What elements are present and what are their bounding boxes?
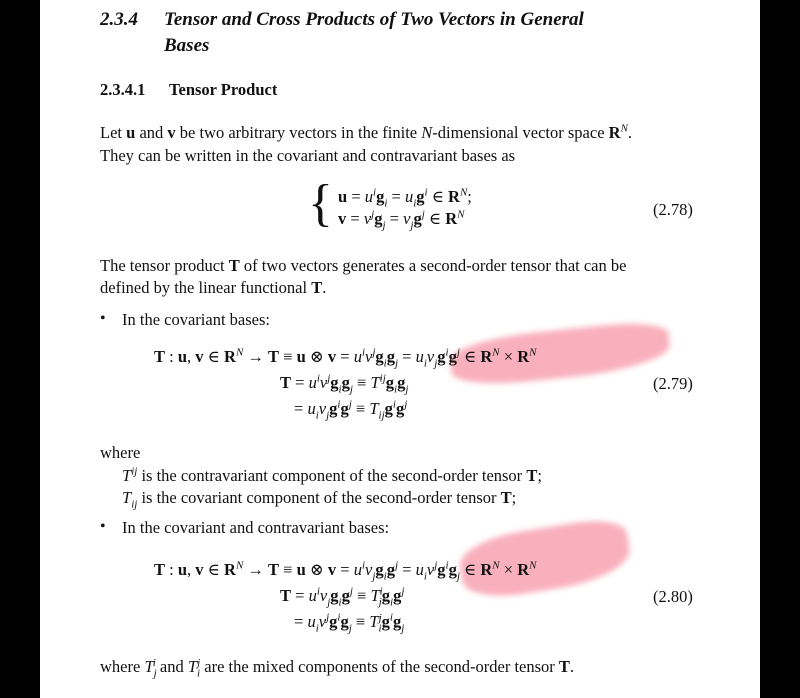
section-title-line1: Tensor and Cross Products of Two Vectors in General — [164, 9, 584, 30]
equation-2-80-number: (2.80) — [653, 587, 693, 606]
where-label: where — [100, 443, 141, 462]
equation-2-79-line-3: = $u_iv_jg^ig^j \equiv T_{ij}g^ig^j$ — [294, 398, 408, 422]
bullet-2-marker: • — [100, 518, 106, 535]
paragraph-2-line-2: defined by the linear functional T. — [100, 278, 327, 297]
equation-2-80-line-2: $T = u^iv_jg_ig^j \equiv T^i_jg_ig^j$ — [280, 585, 405, 609]
where-line-2: $T_{ij}$ is the covariant component of the second-order tensor T; — [122, 488, 517, 511]
highlight-mark-2 — [456, 515, 634, 603]
document-page — [40, 0, 760, 698]
equation-2-78-number: (2.78) — [653, 200, 693, 219]
equation-2-79-line-2: $T = u^iv^jg_ig_j \equiv T^{ij}g_ig_j$ — [280, 372, 409, 396]
bullet-2-text: In the covariant and contravariant bases: — [122, 518, 390, 537]
bullet-1-marker: • — [100, 310, 106, 327]
equation-2-80-line-3: = $u_iv^jg^ig_j \equiv T_i^jg^ig_j$ — [294, 611, 405, 635]
equation-2-80-line-1: T : u, v ∈ $R^N \to T \equiv u$ ⊗ $v = u^iv_jg_ig^j = u_iv^jg^ig_j$ ∈ $R^N \times R^N$ — [154, 559, 537, 583]
right-frame-bar — [760, 0, 800, 698]
equation-2-79-number: (2.79) — [653, 374, 693, 393]
bullet-1-text: In the covariant bases: — [122, 310, 270, 329]
section-number: 2.3.4 — [100, 9, 138, 30]
final-line: where $T_j^i$ and $T_i^j$ are the mixed components of the second-order tensor T. — [100, 656, 575, 680]
equation-2-78-brace: { — [308, 175, 333, 232]
where-line-1: $T^{ij}$ is the contravariant component of the second-order tensor T; — [122, 465, 542, 485]
subsection-number: 2.3.4.1 — [100, 80, 146, 99]
paragraph-1-line-1: Let u and v be two arbitrary vectors in the finite N-dimensional vector space $R^N$. — [100, 122, 633, 142]
left-frame-bar — [0, 0, 40, 698]
paragraph-2-line-1: The tensor product T of two vectors generates a second-order tensor that can be — [100, 256, 627, 275]
subsection-title: Tensor Product — [169, 80, 278, 99]
equation-2-79-line-1: T : u, v ∈ $R^N \to T \equiv u$ ⊗ $v = u^iv^jg_ig_j = u_iv_jg^ig^j$ ∈ $R^N \times R^N$ — [154, 346, 537, 370]
section-title — [164, 7, 584, 59]
paragraph-1-line-2: They can be written in the covariant and contravariant bases as — [100, 146, 516, 165]
section-title-line2: Bases — [164, 35, 210, 56]
equation-2-78-line-1: $u = u^ig_i = u_ig^i$ ∈ $R^N$; — [338, 186, 472, 210]
equation-2-78-line-2: $v = v^jg_j = v_jg^j$ ∈ $R^N$ — [338, 208, 465, 232]
